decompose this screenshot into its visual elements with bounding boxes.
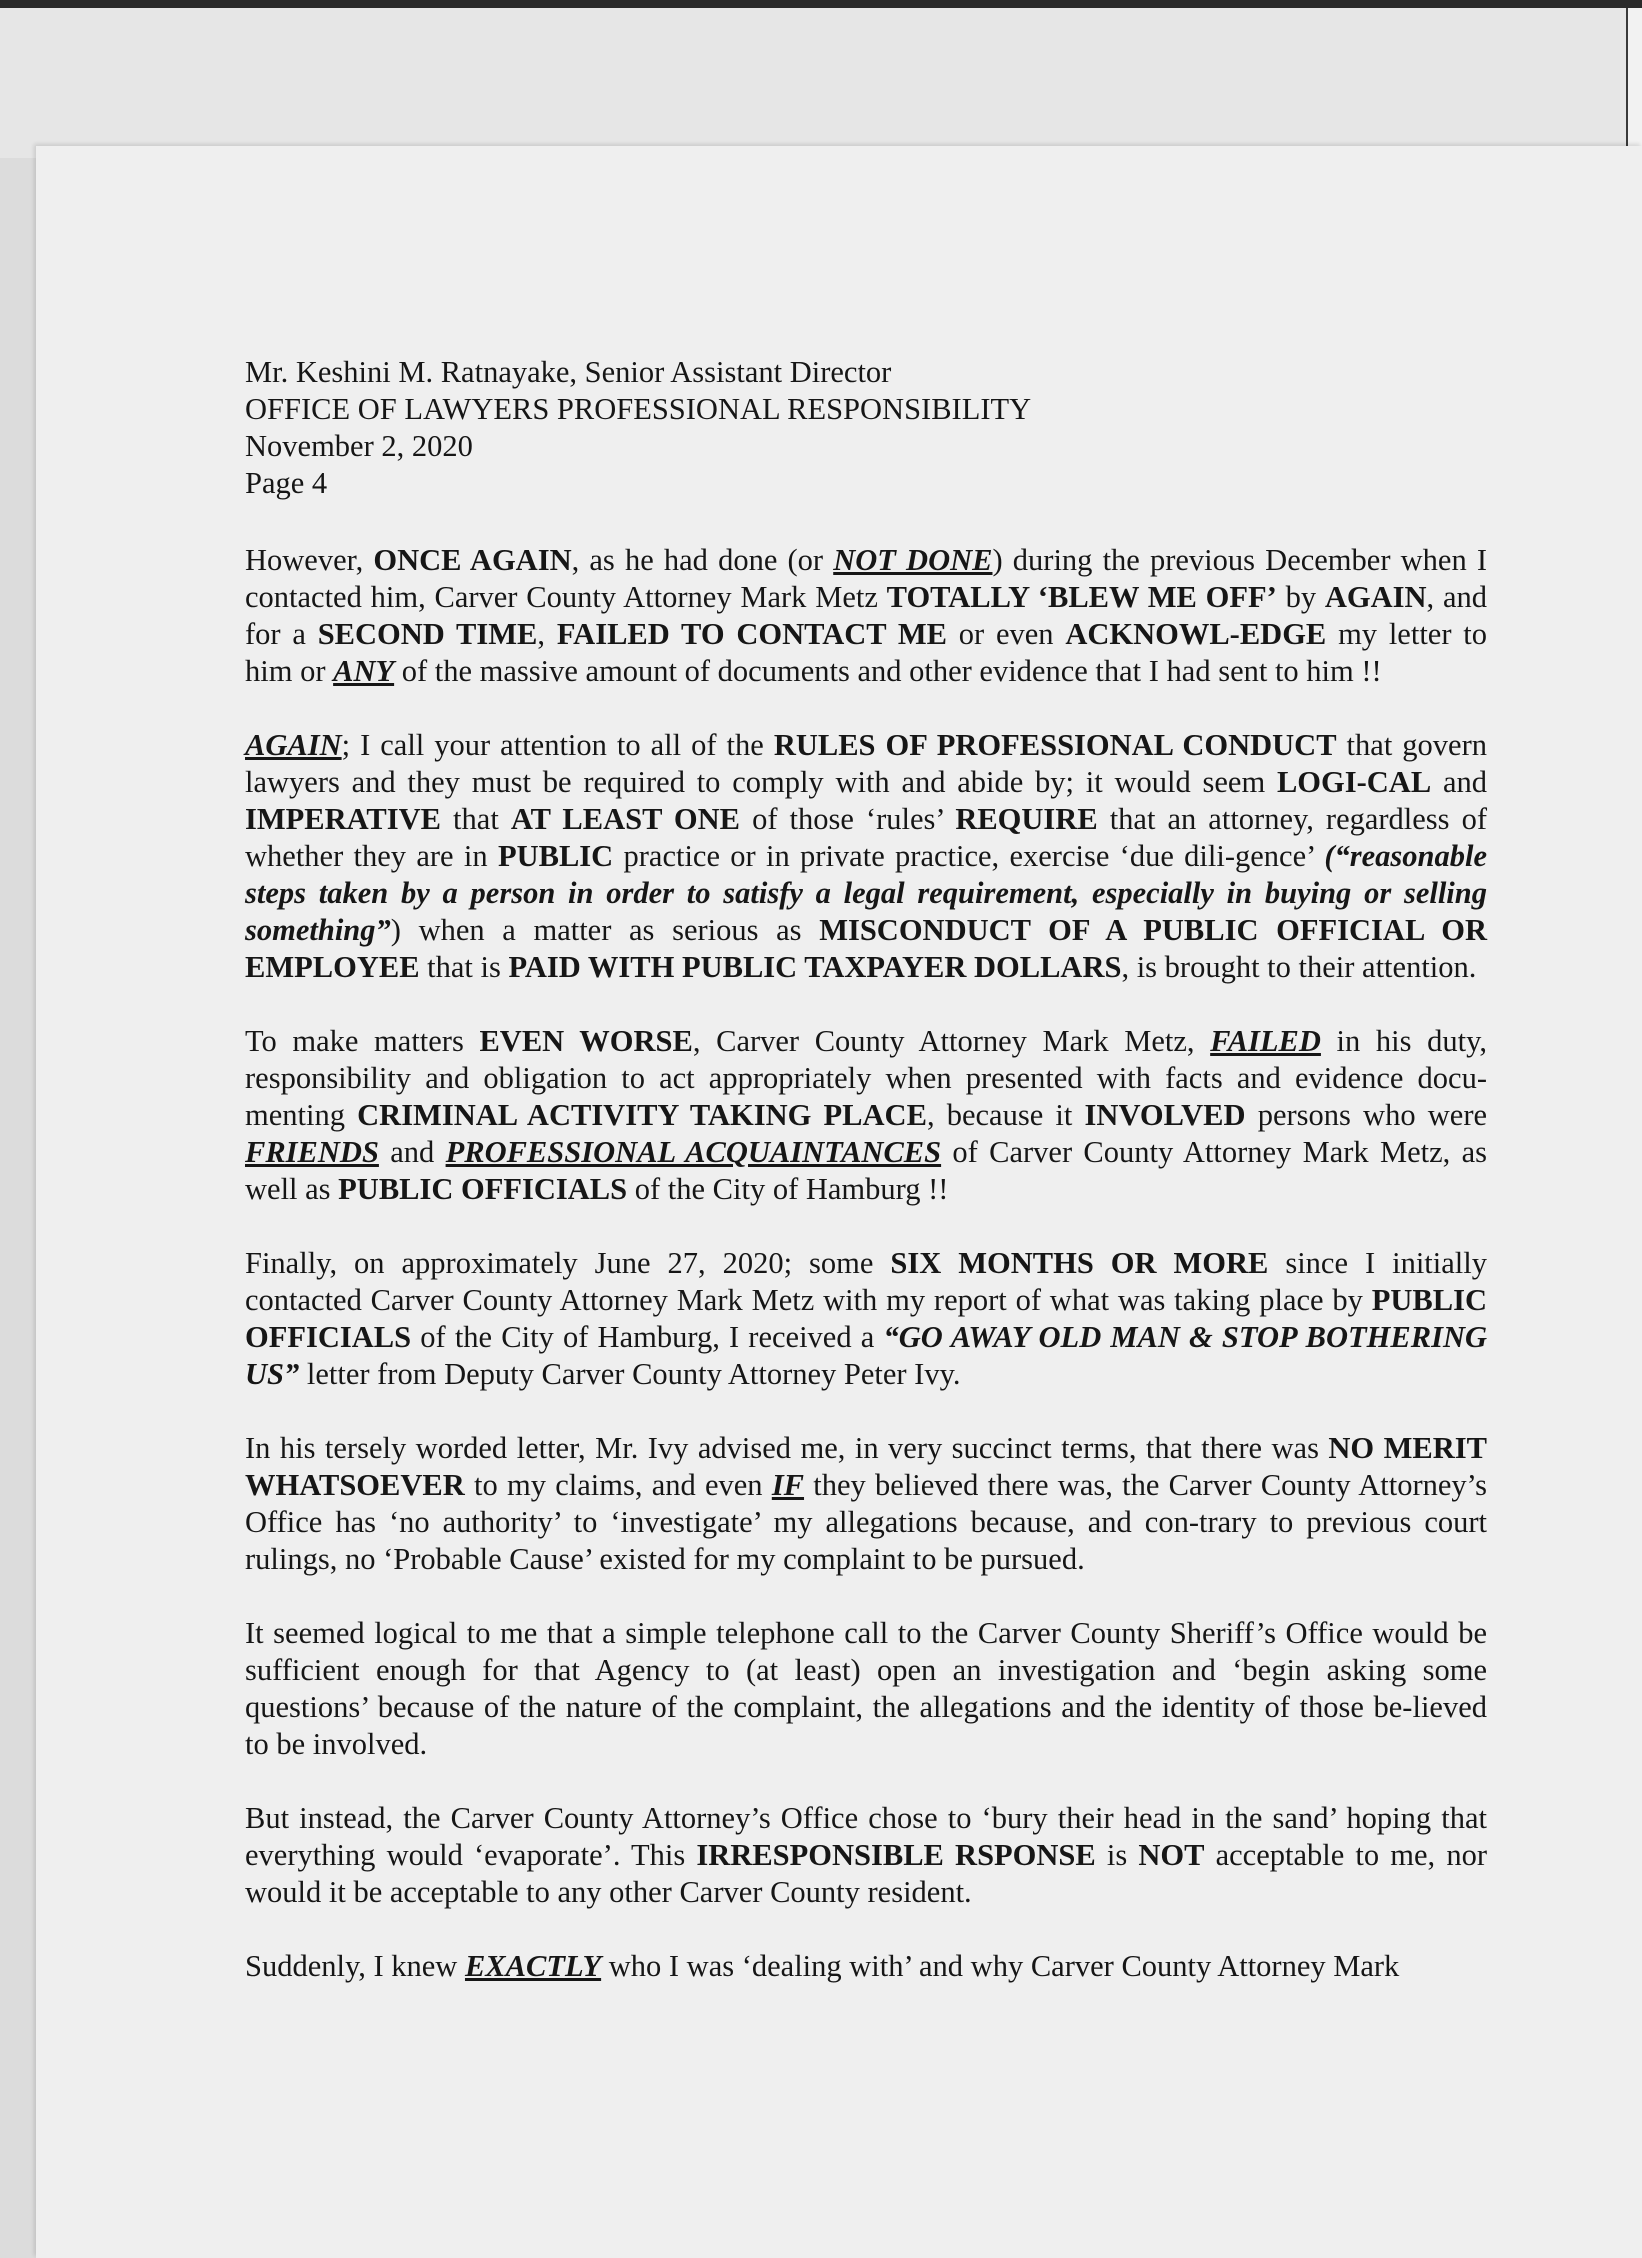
text-run: that <box>441 802 511 836</box>
bold-text: ONCE AGAIN <box>373 543 572 577</box>
emphasized-underlined-text: EXACTLY <box>464 1949 602 1983</box>
emphasized-underlined-text: FRIENDS <box>245 1135 379 1169</box>
bold-text: SIX MONTHS OR MORE <box>890 1246 1269 1280</box>
bold-text: NO MERIT WHATSOEVER <box>245 1431 1487 1502</box>
bold-text: IRRESPONSIBLE RSPONSE <box>696 1838 1096 1872</box>
text-run: persons who were <box>1245 1098 1488 1132</box>
text-run: letter from Deputy Carver County Attorney Peter Ivy. <box>299 1357 961 1391</box>
text-run: of the City of Hamburg, I received a <box>411 1320 884 1354</box>
paragraph <box>245 1023 1487 1208</box>
letter-body <box>245 354 1487 1985</box>
bold-text: PUBLIC <box>497 839 614 873</box>
bold-text: ACKNOWL-EDGE <box>1065 617 1327 651</box>
text-run: my letter to him or <box>245 617 1488 688</box>
text-run: Suddenly, I knew <box>245 1949 465 1983</box>
text-run: ; I call your attention to all of the <box>341 728 774 762</box>
text-run: by <box>1276 580 1325 614</box>
text-run: However, <box>245 543 374 577</box>
text-run: To make matters <box>245 1024 480 1058</box>
page-number: Page 4 <box>245 466 328 500</box>
text-run: who I was ‘dealing with’ and why Carver County Attorney Mark <box>601 1949 1400 1983</box>
bold-text: TOTALLY ‘BLEW ME OFF’ <box>886 580 1277 614</box>
text-run: It seemed logical to me that a simple telephone call to the Carver County Sheriff’s Office would be sufficient enough for that Agency to (at least) open an investigation and ‘begin asking some questions’ because of the nature of the complaint, the allegations and the identity of those be-lieved to be involved. <box>245 1616 1487 1761</box>
text-run: , as he had done (or <box>571 543 834 577</box>
text-run: In his tersely worded letter, Mr. Ivy advised me, in very succinct terms, that there was <box>245 1431 1329 1465</box>
emphasized-underlined-text: PROFESSIONAL ACQUAINTANCES <box>445 1135 942 1169</box>
text-run: practice or in private practice, exercise ‘due dili-gence’ <box>613 839 1325 873</box>
text-run: acceptable to me, nor would it be acceptable to any other Carver County resident. <box>245 1838 1487 1909</box>
text-run: Finally, on approximately June 27, 2020; some <box>245 1246 891 1280</box>
text-run: is <box>1095 1838 1139 1872</box>
bold-text: SECOND TIME <box>317 617 538 651</box>
text-run: that govern lawyers and they must be required to comply with and abide by; it would seem <box>245 728 1487 799</box>
bold-text: PUBLIC OFFICIALS <box>245 1283 1487 1354</box>
text-run: since I initially contacted Carver County Attorney Mark Metz with my report of what was taking place by <box>245 1246 1487 1317</box>
text-run: , and for a <box>245 580 1487 651</box>
text-run: in his duty, responsibility and obligation to act appropriately when presented with facts and evidence docu-menting <box>245 1024 1488 1132</box>
underlying-sheet <box>0 8 1642 158</box>
bold-text: AT LEAST ONE <box>510 802 741 836</box>
text-run: of Carver County Attorney Mark Metz, as well as <box>245 1135 1487 1206</box>
emphasized-underlined-text: IF <box>771 1468 805 1502</box>
text-run: that an attorney, regardless of whether they are in <box>245 802 1487 873</box>
bold-text: CRIMINAL ACTIVITY TAKING PLACE <box>357 1098 927 1132</box>
emphasized-underlined-text: FAILED <box>1210 1024 1321 1058</box>
bold-text: RULES OF PROFESSIONAL CONDUCT <box>773 728 1337 762</box>
paragraph <box>245 542 1487 690</box>
text-run: they believed there was, the Carver County Attorney’s Office has ‘no authority’ to ‘investigate’ my allegations because, and con-trary to previous court rulings, no ‘Probable Cause’ existed for my complaint to be pursued. <box>245 1468 1487 1576</box>
text-run: of those ‘rules’ <box>740 802 956 836</box>
emphasized-underlined-text: NOT DONE <box>833 543 993 577</box>
text-run: or even <box>946 617 1066 651</box>
paragraph <box>245 727 1487 986</box>
bold-text: PUBLIC OFFICIALS <box>338 1172 628 1206</box>
bold-italic-text: “GO AWAY OLD MAN & STOP BOTHERING US” <box>245 1320 1487 1391</box>
underlying-sheet-edge <box>1626 8 1642 158</box>
text-run: , Carver County Attorney Mark Metz, <box>692 1024 1211 1058</box>
recipient-line: Mr. Keshini M. Ratnayake, Senior Assistant Director <box>245 355 892 389</box>
bold-text: IMPERATIVE <box>245 802 442 836</box>
paragraph <box>245 1948 1487 1985</box>
date-line: November 2, 2020 <box>245 429 473 463</box>
scanner-top-edge <box>0 0 1642 8</box>
bold-text: MISCONDUCT OF A PUBLIC OFFICIAL OR EMPLOYEE <box>245 913 1487 984</box>
emphasized-underlined-text: ANY <box>333 654 395 688</box>
text-run: ) when a matter as serious as <box>390 913 820 947</box>
bold-text: INVOLVED <box>1084 1098 1246 1132</box>
bold-text: PAID WITH PUBLIC TAXPAYER DOLLARS <box>508 950 1122 984</box>
paragraph <box>245 1245 1487 1393</box>
text-run: and <box>1431 765 1487 799</box>
office-line: OFFICE OF LAWYERS PROFESSIONAL RESPONSIBILITY <box>245 392 1032 426</box>
bold-text: EVEN WORSE <box>479 1024 693 1058</box>
bold-text: AGAIN <box>1324 580 1427 614</box>
bold-text: REQUIRE <box>955 802 1098 836</box>
text-run: that is <box>419 950 509 984</box>
bold-text: FAILED TO CONTACT ME <box>556 617 947 651</box>
text-run: and <box>378 1135 446 1169</box>
text-run: of the massive amount of documents and other evidence that I had sent to him !! <box>394 654 1382 688</box>
bold-text: LOGI-CAL <box>1276 765 1432 799</box>
bold-text: NOT <box>1138 1838 1205 1872</box>
letter-header <box>245 354 1487 502</box>
text-run: , is brought to their attention. <box>1121 950 1477 984</box>
text-run: , because it <box>926 1098 1085 1132</box>
text-run: But instead, the Carver County Attorney’s Office chose to ‘bury their head in the sand’ hoping that everything would ‘evaporate’. This <box>245 1801 1487 1872</box>
paragraph <box>245 1615 1487 1763</box>
text-run: of the City of Hamburg !! <box>627 1172 949 1206</box>
text-run: , <box>537 617 557 651</box>
bold-italic-text: (“reasonable steps taken by a person in order to satisfy a legal requirement, especially in buying or selling something” <box>245 839 1487 947</box>
emphasized-underlined-text: AGAIN <box>245 728 342 762</box>
paragraph <box>245 1430 1487 1578</box>
text-run: ) during the previous December when I contacted him, Carver County Attorney Mark Metz <box>245 543 1487 614</box>
paragraph <box>245 1800 1487 1911</box>
text-run: to my claims, and even <box>464 1468 772 1502</box>
